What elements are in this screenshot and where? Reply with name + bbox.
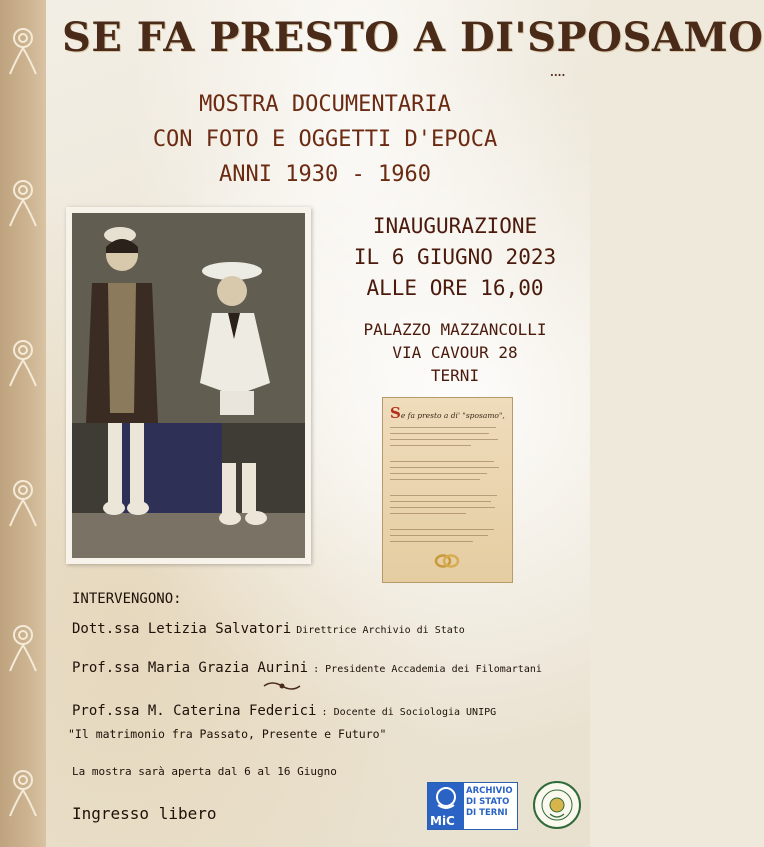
archive-label: ARCHIVIO DI STATO DI TERNI [466, 786, 513, 818]
poster-title: SE FA PRESTO A DI'SPOSAMO [62, 14, 764, 61]
venue-line-2: VIA CAVOUR 28 [392, 343, 518, 362]
speaker-role: Direttrice Archivio di Stato [296, 625, 465, 636]
left-floral-border [0, 0, 46, 847]
poem-document-image [382, 397, 513, 583]
flower-ornament-icon [4, 470, 42, 530]
title-dots: .... [550, 66, 566, 79]
free-entry: Ingresso libero [72, 804, 217, 823]
venue-line-3: TERNI [430, 366, 480, 385]
accademia-seal-icon [532, 780, 582, 830]
speaker-2 [72, 657, 542, 676]
speakers-heading: INTERVENGONO: [72, 591, 182, 607]
flower-ornament-icon [4, 170, 42, 230]
flower-ornament-icon [4, 18, 42, 78]
flower-ornament-icon [4, 330, 42, 390]
flower-ornament-icon [4, 760, 42, 820]
wedding-rings-icon [433, 554, 461, 568]
speaker-name: Dott.ssa Letizia Salvatori [72, 621, 292, 637]
inauguration-line-2: IL 6 GIUGNO 2023 [353, 245, 557, 269]
speaker-name: Prof.ssa Maria Grazia Aurini [72, 660, 309, 676]
document-title: Se fa presto a di' "sposamo", [390, 404, 505, 422]
inauguration-line-1: INAUGURAZIONE [372, 214, 538, 238]
mic-text: MiC [430, 814, 455, 828]
speaker-1 [72, 618, 465, 637]
children-photo-illustration [72, 213, 305, 558]
laurel-icon [428, 783, 464, 813]
subtitle-line-2: CON FOTO E OGGETTI D'EPOCA [152, 127, 498, 152]
flower-ornament-icon [4, 615, 42, 675]
speaker-role: : Presidente Accademia dei Filomartani [313, 664, 542, 675]
speaker-name: Prof.ssa M. Caterina Federici [72, 703, 317, 719]
mic-logo-block [428, 783, 464, 829]
document-text-lines [390, 427, 505, 542]
vintage-photo [66, 207, 311, 564]
ornamental-divider-icon [262, 680, 302, 692]
opening-dates: La mostra sarà aperta dal 6 al 16 Giugno [72, 765, 337, 778]
talk-title: "Il matrimonio fra Passato, Presente e Futuro" [68, 727, 387, 741]
inauguration-line-3: ALLE ORE 16,00 [366, 276, 544, 300]
speaker-3 [72, 700, 496, 719]
speaker-role: : Docente di Sociologia UNIPG [321, 707, 497, 718]
archivio-di-stato-logo [427, 782, 518, 830]
subtitle-line-1: MOSTRA DOCUMENTARIA [199, 92, 451, 117]
venue-line-1: PALAZZO MAZZANCOLLI [363, 320, 547, 339]
subtitle-line-3: ANNI 1930 - 1960 [219, 162, 431, 187]
